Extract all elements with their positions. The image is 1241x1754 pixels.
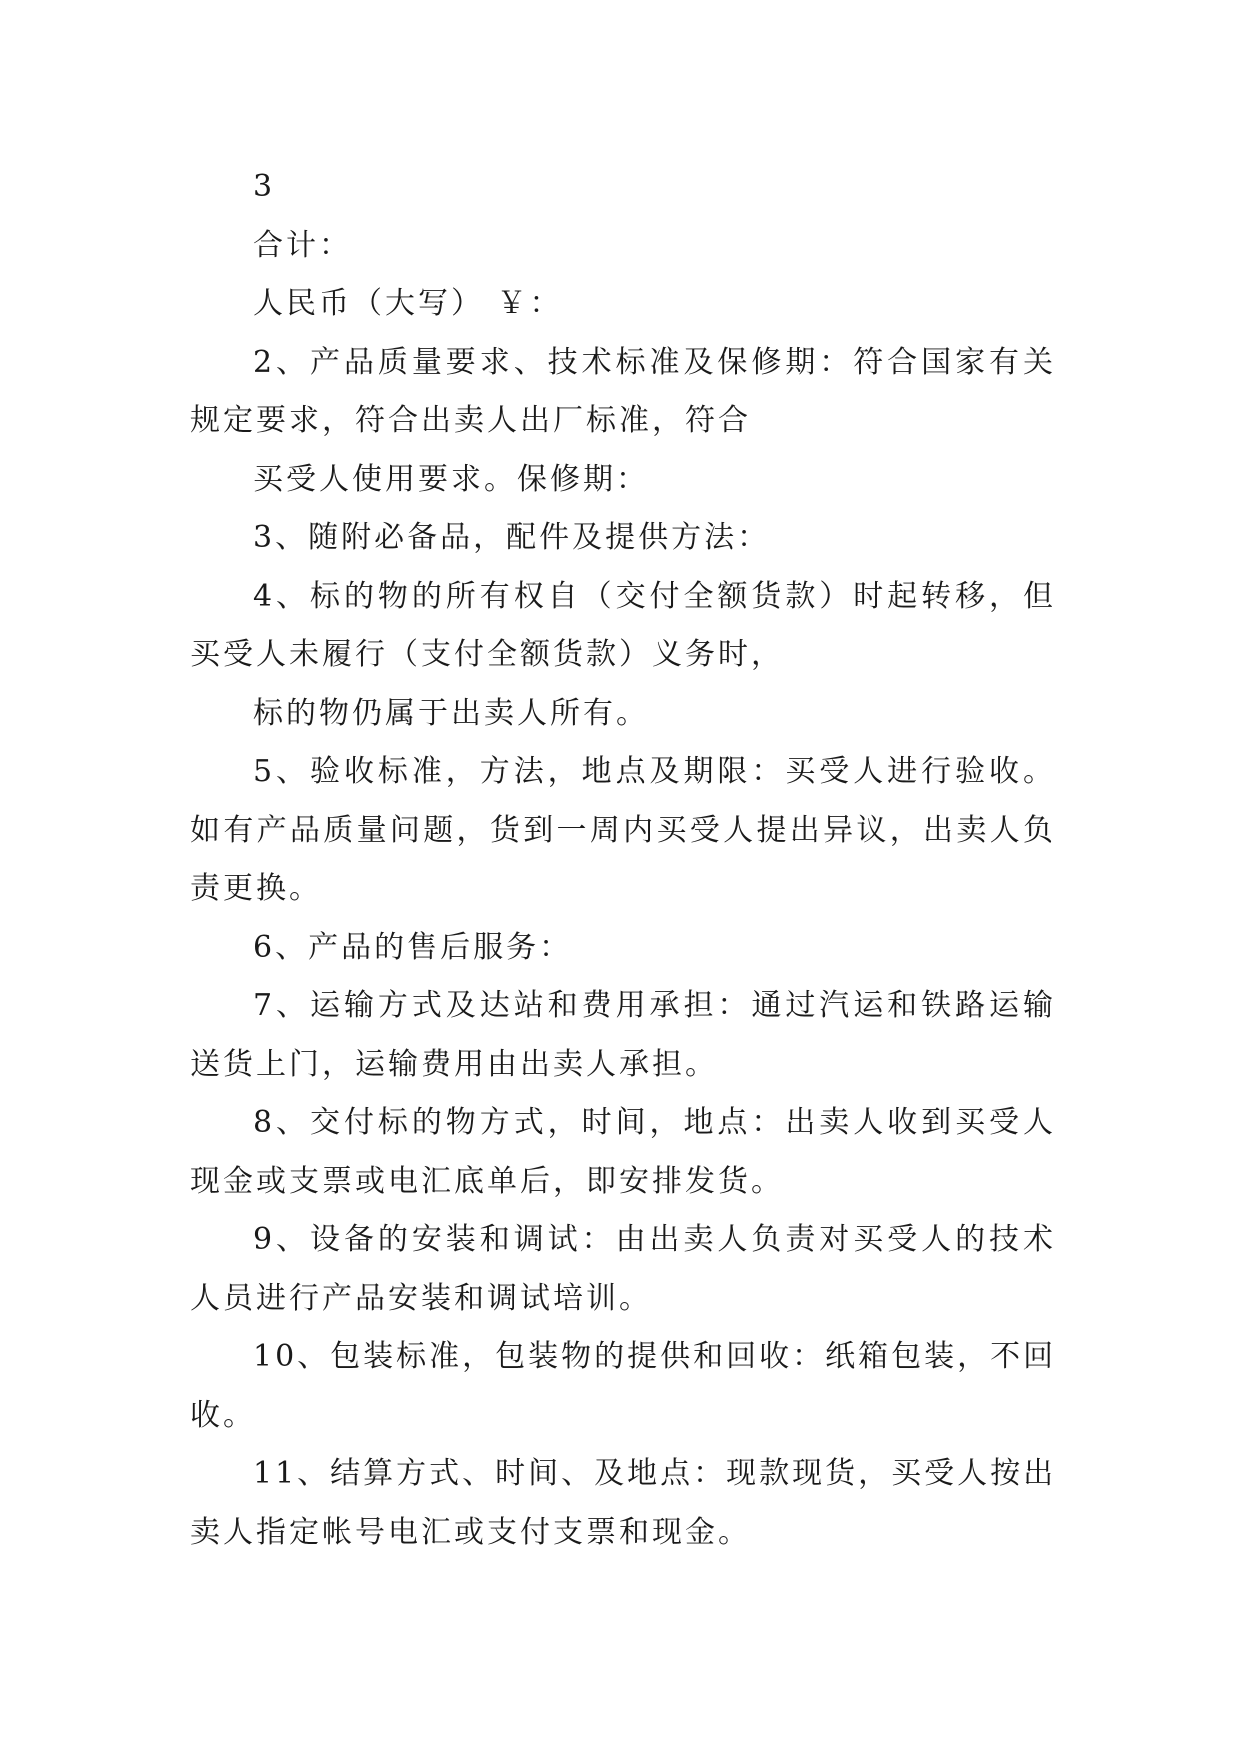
text-line: 11、结算方式、时间、及地点：现款现货，买受人按出 [253,1456,1056,1491]
text-line: 送货上门，运输费用由出卖人承担。 [190,1046,718,1082]
text-line: 3、随附必备品，配件及提供方法： [253,520,771,555]
text-line: 7、运输方式及达站和费用承担：通过汽运和铁路运输 [253,988,1056,1023]
text-line: 如有产品质量问题，货到一周内买受人提出异议，出卖人负 [190,812,1056,848]
text-line: 卖人指定帐号电汇或支付支票和现金。 [190,1514,751,1550]
text-line: 9、设备的安装和调试：由出卖人负责对买受人的技术 [253,1222,1056,1257]
text-line: 规定要求，符合出卖人出厂标准，符合 [190,403,751,438]
text-line: 4、标的物的所有权自（交付全额货款）时起转移，但 [253,578,1056,614]
text-line: 合计： [253,227,352,263]
text-line: 买受人未履行（支付全额货款）义务时， [190,637,784,672]
text-line: 收。 [190,1397,256,1433]
text-line: 现金或支票或电汇底单后，即安排发货。 [190,1163,784,1199]
text-line: 6、产品的售后服务： [253,929,573,965]
contract-body [190,158,1056,1562]
text-line: 人民币（大写） ￥： [253,286,563,321]
text-line: 买受人使用要求。保修期： [253,461,649,497]
text-line: 5、验收标准，方法，地点及期限：买受人进行验收。 [253,754,1056,789]
text-line: 标的物仍属于出卖人所有。 [253,695,649,731]
text-line: 2、产品质量要求、技术标准及保修期：符合国家有关 [253,344,1056,380]
text-line: 10、包装标准，包装物的提供和回收：纸箱包装，不回 [253,1339,1056,1374]
text-line: 责更换。 [190,871,322,906]
text-line: 人员进行产品安装和调试培训。 [190,1280,652,1316]
text-line: 3 [253,169,276,204]
text-line: 8、交付标的物方式，时间，地点：出卖人收到买受人 [253,1105,1056,1140]
